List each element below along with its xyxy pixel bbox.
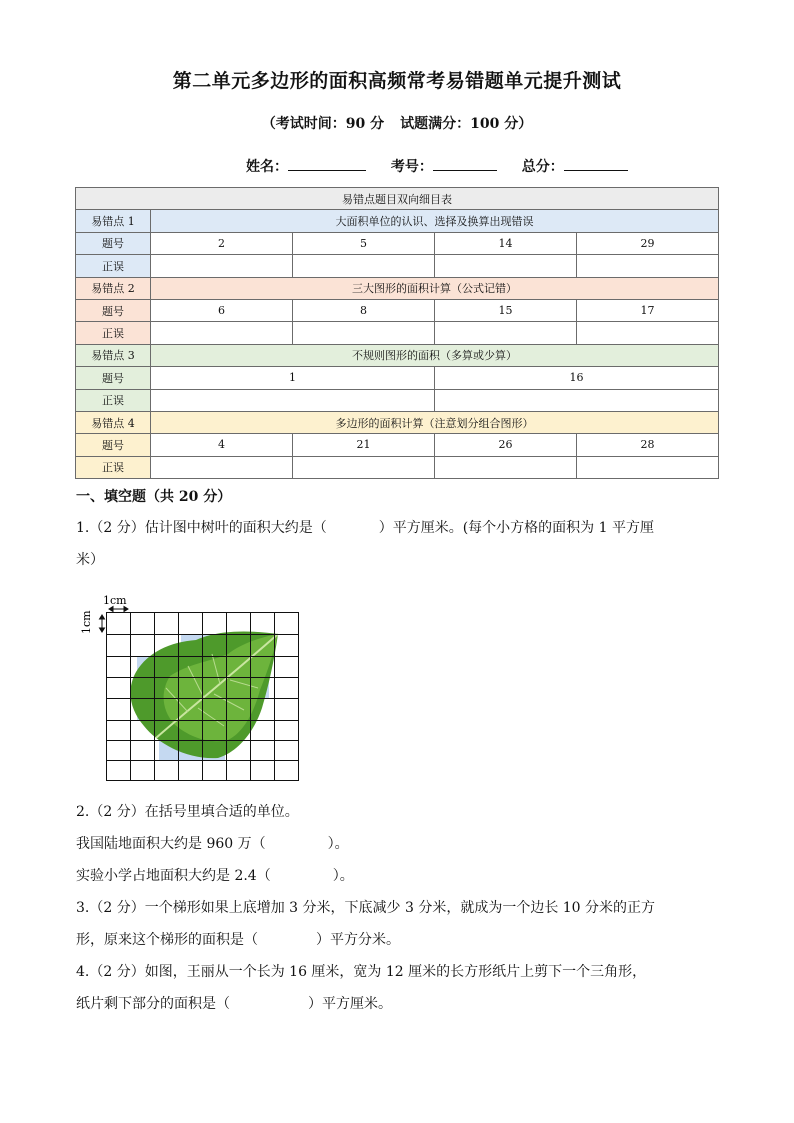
question-number: 16 bbox=[435, 367, 719, 389]
result-cell[interactable] bbox=[151, 389, 435, 411]
total-blank[interactable] bbox=[564, 156, 628, 171]
question-text: 形，原来这个梯形的面积是（ bbox=[76, 932, 258, 948]
leaf-grid-svg bbox=[78, 592, 308, 787]
exam-full-score: 试题满分：100 分） bbox=[400, 116, 533, 132]
row-num-label: 题号 bbox=[76, 434, 151, 456]
question-text: ）平方厘米。 bbox=[308, 996, 392, 1012]
row-num-label: 题号 bbox=[76, 367, 151, 389]
question-2 bbox=[76, 796, 721, 892]
name-label: 姓名： bbox=[246, 159, 288, 175]
group-topic: 三大图形的面积计算（公式记错） bbox=[151, 277, 719, 299]
result-cell[interactable] bbox=[293, 456, 435, 478]
question-text: 米） bbox=[76, 552, 104, 568]
question-text: 4.（2 分）如图，王丽从一个长为 16 厘米，宽为 12 厘米的长方形纸片上剪下一个三角形， bbox=[76, 964, 647, 980]
result-cell[interactable] bbox=[293, 322, 435, 344]
question-number: 1 bbox=[151, 367, 435, 389]
row-num-label: 题号 bbox=[76, 299, 151, 321]
unit-arrows bbox=[100, 607, 129, 633]
question-number: 21 bbox=[293, 434, 435, 456]
question-text: ）平方厘米。(每个小方格的面积为 1 平方厘 bbox=[378, 520, 654, 536]
result-cell[interactable] bbox=[435, 456, 577, 478]
question-4 bbox=[76, 956, 721, 1020]
group-label: 易错点 1 bbox=[76, 210, 151, 232]
question-number: 4 bbox=[151, 434, 293, 456]
row-result-label: 正误 bbox=[76, 456, 151, 478]
question-number: 15 bbox=[435, 299, 577, 321]
name-blank[interactable] bbox=[288, 156, 366, 171]
result-cell[interactable] bbox=[151, 255, 293, 277]
group-label: 易错点 2 bbox=[76, 277, 151, 299]
exam-info bbox=[0, 113, 794, 133]
question-number: 6 bbox=[151, 299, 293, 321]
row-result-label: 正误 bbox=[76, 255, 151, 277]
question-number: 17 bbox=[577, 299, 719, 321]
result-cell[interactable] bbox=[435, 322, 577, 344]
group-topic: 大面积单位的认识、选择及换算出现错误 bbox=[151, 210, 719, 232]
question-text: ）平方分米。 bbox=[316, 932, 400, 948]
row-result-label: 正误 bbox=[76, 322, 151, 344]
group-topic: 不规则图形的面积（多算或少算） bbox=[151, 344, 719, 366]
section-title: 一、填空题（共 20 分） bbox=[76, 489, 232, 505]
question-number: 29 bbox=[577, 232, 719, 254]
result-cell[interactable] bbox=[577, 255, 719, 277]
group-topic: 多边形的面积计算（注意划分组合图形） bbox=[151, 411, 719, 433]
question-number: 26 bbox=[435, 434, 577, 456]
question-number: 14 bbox=[435, 232, 577, 254]
question-text: 纸片剩下部分的面积是（ bbox=[76, 996, 230, 1012]
exam-time: （考试时间：90 分 bbox=[261, 116, 385, 132]
question-3 bbox=[76, 892, 721, 956]
question-number: 2 bbox=[151, 232, 293, 254]
exam-no-label: 考号： bbox=[390, 159, 433, 175]
result-cell[interactable] bbox=[577, 456, 719, 478]
result-cell[interactable] bbox=[151, 456, 293, 478]
result-cell[interactable] bbox=[293, 255, 435, 277]
question-text: 3.（2 分）一个梯形如果上底增加 3 分米，下底减少 3 分米，就成为一个边长 10 分米的正方 bbox=[76, 900, 656, 916]
question-number: 8 bbox=[293, 299, 435, 321]
result-cell[interactable] bbox=[151, 322, 293, 344]
question-text: 2.（2 分）在括号里填合适的单位。 bbox=[76, 804, 299, 820]
question-number: 5 bbox=[293, 232, 435, 254]
error-points-table bbox=[75, 187, 719, 479]
unit-label-y: 1cm bbox=[80, 610, 93, 634]
group-label: 易错点 3 bbox=[76, 344, 151, 366]
result-cell[interactable] bbox=[577, 322, 719, 344]
question-text: 实验小学占地面积大约是 2.4（ bbox=[76, 868, 271, 884]
student-fields bbox=[246, 156, 648, 176]
question-text: ）。 bbox=[327, 836, 349, 852]
page-title: 第二单元多边形的面积高频常考易错题单元提升测试 bbox=[172, 70, 622, 92]
total-label: 总分： bbox=[521, 159, 564, 175]
question-text: ）。 bbox=[332, 868, 354, 884]
table-title: 易错点题目双向细目表 bbox=[76, 188, 719, 210]
result-cell[interactable] bbox=[435, 255, 577, 277]
group-label: 易错点 4 bbox=[76, 411, 151, 433]
unit-label-x: 1cm bbox=[103, 594, 127, 607]
question-text: 我国陆地面积大约是 960 万（ bbox=[76, 836, 266, 852]
exam-no-blank[interactable] bbox=[433, 156, 497, 171]
row-result-label: 正误 bbox=[76, 389, 151, 411]
row-num-label: 题号 bbox=[76, 232, 151, 254]
leaf-grid-figure bbox=[78, 592, 308, 791]
leaf-icon bbox=[130, 632, 278, 759]
question-text: 1.（2 分）估计图中树叶的面积大约是（ bbox=[76, 520, 327, 536]
question-number: 28 bbox=[577, 434, 719, 456]
result-cell[interactable] bbox=[435, 389, 719, 411]
question-1 bbox=[76, 512, 721, 576]
